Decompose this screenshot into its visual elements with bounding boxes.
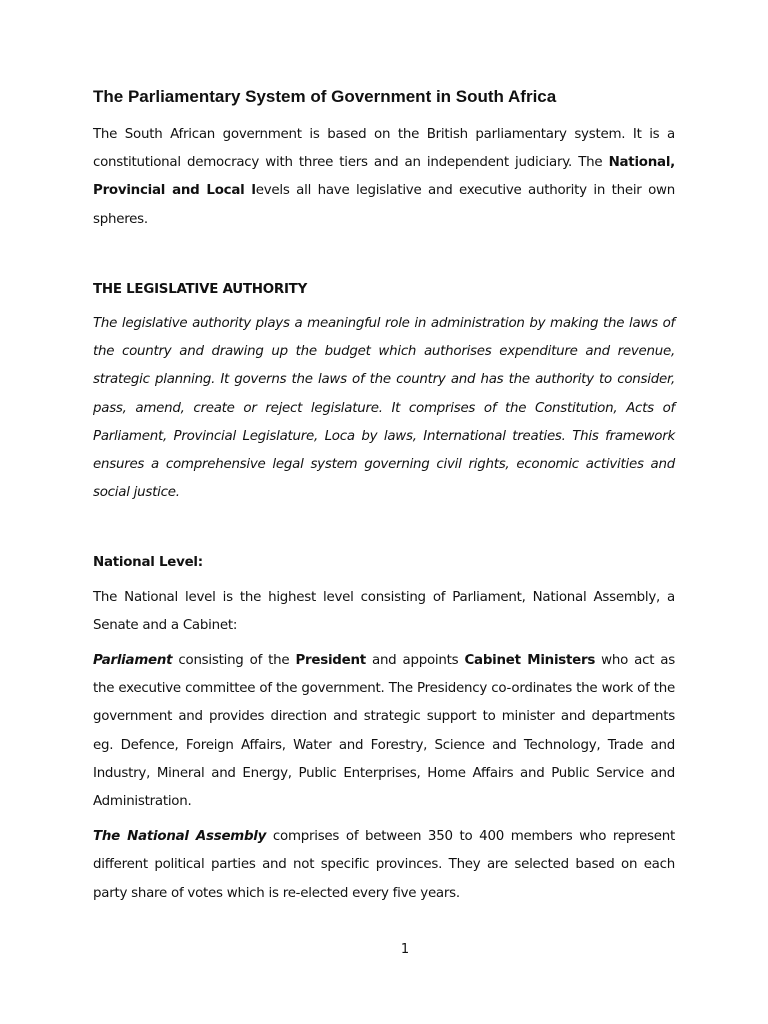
parliament-bold-ministers: Cabinet Ministers	[464, 653, 596, 669]
parliament-text-1: consisting of the	[172, 653, 296, 669]
intro-bold-levels: National, Provincial and Local l	[93, 155, 675, 199]
parliament-bold-president: President	[295, 653, 366, 669]
national-heading: National Level:	[93, 555, 203, 571]
parliament-lead: Parliament	[93, 653, 173, 669]
intro-paragraph	[93, 121, 675, 234]
assembly-text: comprises of between 350 to 400 members who represent different political parties and not specific provinces. They are selected based on each party share of votes which is re-elected every five years.	[93, 829, 675, 901]
assembly-lead: The National Assembly	[93, 829, 267, 845]
parliament-text-3: who act as the executive committee of the government. The Presidency co-ordinates the work of the government and provides direction and strategic support to minister and departments eg. Defence, Foreign Affairs, Water and Forestry, Science and Technology, Trade and Industry, Mineral and Energy, Public Enterprises, Home Affairs and Public Service and Administration.	[93, 653, 675, 810]
legislative-paragraph: The legislative authority plays a meaningful role in administration by making the laws of the country and drawing up the budget which authorises expenditure and revenue, strategic planning. It governs the laws of the country and has the authority to consider, pass, amend, create or reject legislature. It comprises of the Constitution, Acts of Parliament, Provincial Legislature, Loca by laws, International treaties. This framework ensures a comprehensive legal system governing civil rights, economic activities and social justice.	[93, 316, 675, 501]
legislative-heading: THE LEGISLATIVE AUTHORITY	[93, 281, 308, 297]
assembly-paragraph	[93, 823, 675, 908]
document-body	[93, 121, 675, 915]
parliament-text-2: and appoints	[365, 653, 465, 669]
document-title: The Parliamentary System of Government in South Africa	[93, 87, 557, 106]
national-intro-paragraph: The National level is the highest level consisting of Parliament, National Assembly, a Senate and a Cabinet:	[93, 589, 675, 633]
intro-text-1: The South African government is based on the British parliamentary system. It is a constitutional democracy with three tiers and an independent judiciary. The	[93, 127, 675, 171]
parliament-paragraph	[93, 647, 675, 816]
page-number: 1	[400, 942, 410, 957]
intro-text-2: evels all have legislative and executive authority in their own spheres.	[93, 183, 675, 227]
